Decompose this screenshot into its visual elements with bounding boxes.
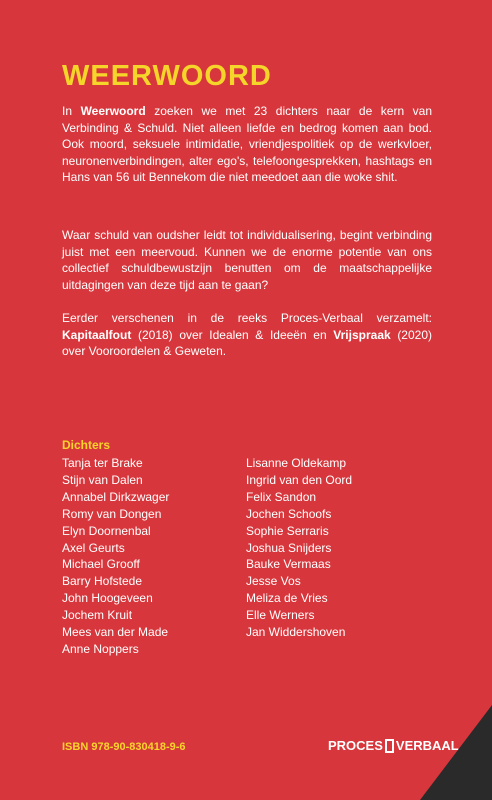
poet-name: Lisanne Oldekamp xyxy=(246,456,347,470)
description-paragraph-3 xyxy=(62,310,432,360)
poet-name: Annabel Dirkzwager xyxy=(62,489,170,504)
poet-name: Romy van Dongen xyxy=(62,506,162,521)
p1-after: zoeken we met 23 dichters naar de kern van Verbinding & Schuld. Niet alleen liefde en bedrog komen aan bod. Ook moord, seksuele intimidatie, vriendjespolitiek op de werkvloer, neuronenverbindingen, alter ego's, telefoongesprekken, hashtags en Hans van 56 uit Bennekom die niet meedoet aan die woke shit. xyxy=(62,104,433,185)
poet-name: Tanja ter Brake xyxy=(62,456,143,470)
poet-name: John Hoogeveen xyxy=(62,591,153,606)
p3-title-vrijspraak: Vrijspraak xyxy=(333,327,391,342)
p3-part3: (2020) over Vooroordelen & Geweten. xyxy=(62,327,432,359)
poet-name: Ingrid van den Oord xyxy=(246,472,353,487)
poet-name: Meliza de Vries xyxy=(246,591,328,606)
poet-name: Elle Werners xyxy=(246,608,315,623)
poet-name: Bauke Vermaas xyxy=(246,557,331,572)
p3-title-kapitaalfout: Kapitaalfout xyxy=(62,327,132,342)
logo-box-icon xyxy=(385,739,394,753)
poets-list-left xyxy=(62,455,169,658)
poets-list-right xyxy=(246,455,352,641)
poet-name: Jochem Kruit xyxy=(62,608,133,623)
p1-book-name: Weerwoord xyxy=(80,104,146,118)
poet-name: Mees van der Made xyxy=(62,625,169,640)
p3-part1: Eerder verschenen in de reeks Proces-Verbaal verzamelt: xyxy=(62,311,432,325)
book-title: WEERWOORD xyxy=(62,60,272,92)
p3-part2: (2018) over Idealen & Ideeën en xyxy=(131,327,334,342)
logo-text-right: VERBAAL xyxy=(395,738,459,753)
poet-name: Anne Noppers xyxy=(62,641,139,656)
poet-name: Joshua Snijders xyxy=(246,540,332,555)
poet-name: Jochen Schoofs xyxy=(246,506,332,521)
poet-name: Axel Geurts xyxy=(62,540,125,555)
p1-before: In xyxy=(62,104,81,118)
description-paragraph-2: Waar schuld van oudsher leidt tot individualisering, begint verbinding juist met een meervoud. Kunnen we de enorme potentie van ons collectief schuldbewustzijn benutten om de maatschappelijke uitdagingen van deze tijd aan te gaan? xyxy=(62,228,432,292)
poet-name: Jan Widdershoven xyxy=(246,625,346,640)
poets-heading: Dichters xyxy=(62,438,111,452)
isbn: ISBN 978-90-830418-9-6 xyxy=(62,741,186,753)
poet-name: Barry Hofstede xyxy=(62,574,143,589)
publisher-logo xyxy=(328,736,459,756)
description-paragraph-1 xyxy=(62,103,432,186)
poet-name: Sophie Serraris xyxy=(246,523,329,538)
logo-text-left: PROCES xyxy=(328,738,383,753)
poet-name: Elyn Doornenbal xyxy=(62,523,151,538)
poet-name: Felix Sandon xyxy=(246,489,317,504)
poet-name: Jesse Vos xyxy=(246,574,301,589)
poet-name: Michael Grooff xyxy=(62,557,140,572)
poet-name: Stijn van Dalen xyxy=(62,472,143,487)
